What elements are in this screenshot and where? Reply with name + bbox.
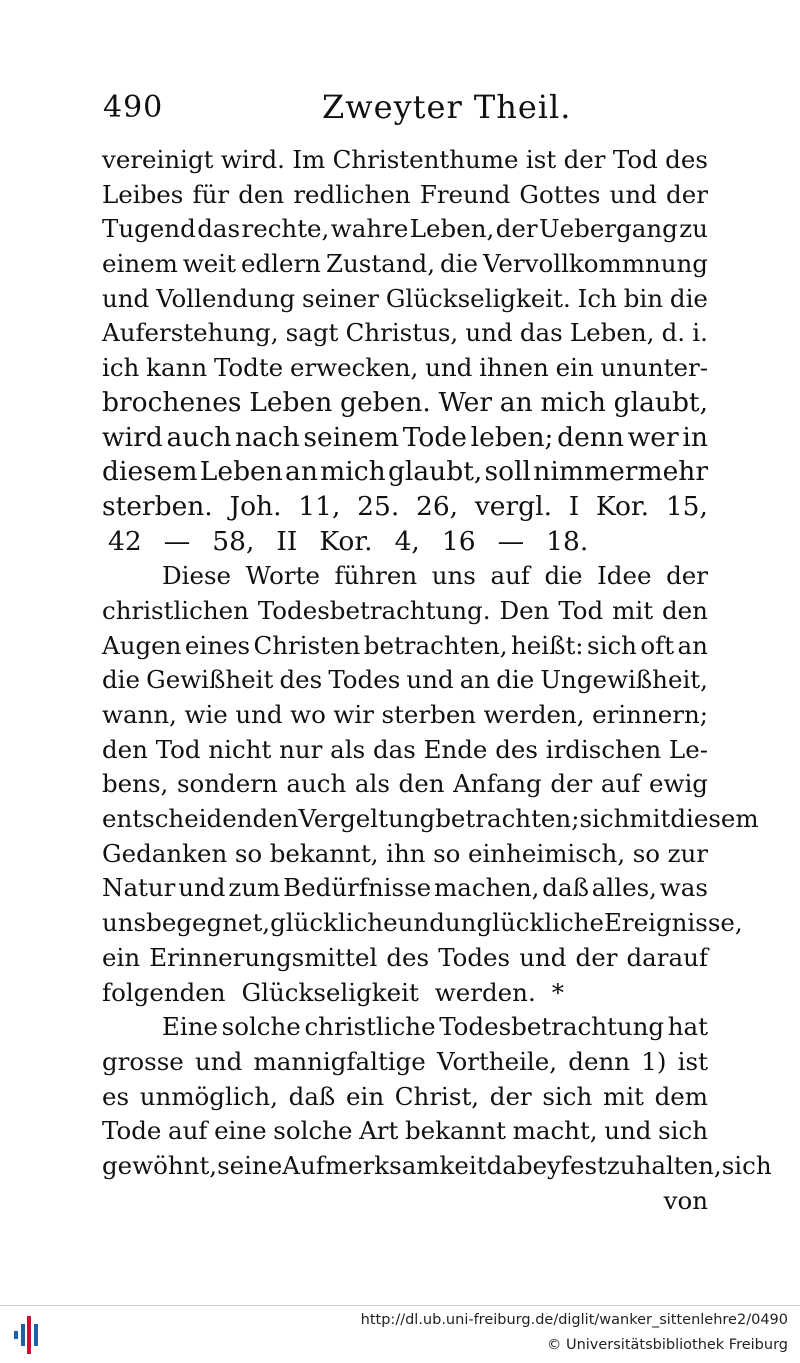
word: entscheidenden — [102, 804, 299, 834]
word: und — [102, 283, 150, 313]
word: Art — [359, 1116, 399, 1146]
word: Tod — [612, 145, 658, 174]
word: sich — [587, 630, 637, 660]
word: Wer — [438, 386, 493, 418]
text-line — [102, 698, 708, 733]
word: — — [163, 525, 191, 557]
word: wahre — [330, 214, 409, 244]
word: der — [489, 1081, 532, 1111]
word: Ereignisse, — [604, 908, 743, 938]
word: sich — [542, 1081, 593, 1111]
word: und — [178, 873, 226, 903]
word: Vervollkommnung — [482, 249, 708, 279]
word: die — [102, 665, 141, 695]
word: sondern — [176, 769, 278, 799]
word: ewig — [648, 769, 708, 799]
word: denn — [568, 1046, 631, 1076]
word: Idee — [597, 561, 652, 591]
word: I — [568, 490, 580, 522]
word: der — [550, 769, 593, 799]
word: II — [276, 525, 298, 557]
word: nicht — [208, 734, 272, 764]
word: brochenes — [102, 386, 242, 418]
text-line — [102, 906, 743, 941]
word: Tugend — [102, 214, 196, 244]
word: nur — [279, 734, 323, 764]
word: wie — [184, 700, 228, 729]
word: christlichen — [102, 595, 249, 625]
word: Tod — [155, 734, 201, 764]
copyright-notice: © Universitätsbibliothek Freiburg — [546, 1337, 788, 1353]
word: Ungewißheit, — [540, 665, 708, 695]
word: sich — [579, 804, 630, 834]
word: Augen — [102, 630, 182, 660]
word: mich — [320, 456, 386, 488]
word: 58, — [212, 525, 255, 557]
word: einem — [102, 249, 178, 279]
word: auch — [166, 421, 232, 453]
word: uns — [102, 908, 147, 938]
word: nach — [234, 421, 300, 453]
word: kann — [146, 353, 208, 383]
word: Im — [292, 145, 326, 174]
word: zu — [679, 214, 708, 244]
word: d. — [661, 318, 686, 348]
word: edlern — [240, 249, 321, 279]
word: vergl. — [474, 490, 552, 522]
word: irdischen — [545, 734, 662, 764]
word: Auferstehung, — [102, 318, 279, 348]
word: Gedanken — [102, 838, 228, 868]
word: eine — [214, 1116, 267, 1146]
word: einheimisch, — [467, 838, 626, 868]
word: Aufmerksamkeit — [282, 1150, 487, 1180]
word: sterben. — [102, 490, 213, 522]
word: Christus, — [345, 318, 459, 348]
word: Christenthume — [332, 145, 519, 174]
word: des — [665, 145, 708, 174]
word: der — [563, 145, 606, 174]
word: folgenden — [102, 977, 226, 1007]
text-line — [102, 941, 708, 976]
word: Kor. — [319, 525, 373, 557]
word: sagt — [285, 318, 339, 348]
word: weit — [182, 249, 236, 279]
word: Tode — [102, 1116, 162, 1146]
word: Tod — [558, 595, 604, 625]
word: Glückseligkeit. — [385, 283, 571, 313]
word: und — [425, 353, 473, 383]
word: der — [666, 561, 708, 591]
word: als — [330, 734, 366, 764]
word: und — [235, 700, 283, 729]
word: des — [495, 734, 538, 764]
word: wird — [102, 421, 163, 453]
word: gewöhnt, — [102, 1150, 218, 1180]
word: soll — [484, 456, 532, 488]
word: Christen — [253, 630, 361, 660]
text-line — [102, 351, 708, 386]
word: seiner — [302, 283, 379, 313]
word: auf — [167, 1116, 208, 1146]
word: auch — [286, 769, 347, 799]
word: daß — [542, 873, 589, 903]
word: Den — [499, 595, 550, 625]
word: erinnern; — [592, 700, 708, 729]
word: wir — [333, 700, 374, 729]
word: so — [433, 838, 461, 868]
word: an — [677, 630, 708, 660]
word: Uebergang — [539, 214, 678, 244]
word: Todte — [213, 353, 284, 383]
word: sich — [658, 1116, 708, 1146]
word: des — [386, 942, 430, 972]
word: von — [663, 1185, 708, 1215]
word: machen, — [434, 873, 540, 903]
word: rechte, — [241, 214, 330, 244]
text-line — [102, 282, 708, 317]
word: 16 — [441, 525, 476, 557]
word: Gewißheit — [146, 665, 274, 695]
word: Ich — [577, 283, 617, 313]
word: seinem — [303, 421, 400, 453]
word: festzuhalten, — [560, 1150, 722, 1180]
word: geben. — [340, 386, 431, 418]
word: bekannt — [404, 1116, 506, 1146]
source-url-link[interactable]: http://dl.ub.uni-freiburg.de/diglit/wanker_sittenlehre2/0490 — [360, 1312, 788, 1328]
word: diesem — [670, 804, 759, 834]
word: — — [497, 525, 525, 557]
word: Freund — [419, 179, 511, 209]
word: ein — [102, 942, 141, 972]
word: auf — [600, 769, 641, 799]
word: und — [397, 908, 445, 938]
word: bens, — [102, 769, 169, 799]
word: führen — [334, 561, 418, 591]
word: das — [197, 214, 241, 244]
word: alles, — [591, 873, 657, 903]
word: wer — [627, 421, 679, 453]
text-line — [102, 1184, 708, 1219]
word: zum — [228, 873, 281, 903]
word: bekannt, — [269, 838, 379, 868]
word: Christ, — [394, 1081, 480, 1111]
text-line — [102, 421, 708, 456]
word: betrachten, — [363, 630, 508, 660]
word: mich — [540, 386, 606, 418]
word: den — [398, 769, 445, 799]
word: an — [459, 665, 491, 695]
word: ich — [102, 353, 140, 383]
text-line — [102, 559, 708, 594]
word: des — [279, 665, 323, 695]
text-line — [102, 871, 708, 906]
word: werden. — [434, 977, 536, 1007]
word: grosse — [102, 1046, 184, 1076]
text-line — [102, 1045, 708, 1080]
text-line — [102, 976, 708, 1011]
word: 4, — [394, 525, 420, 557]
word: und — [609, 179, 657, 209]
word: Todesbetrachtung. — [257, 595, 491, 625]
word: * — [551, 977, 564, 1007]
body-text — [102, 143, 772, 1218]
word: solche — [273, 1116, 353, 1146]
word: nimmermehr — [533, 456, 708, 488]
word: Todes — [328, 665, 401, 695]
word: ist — [525, 145, 557, 174]
word: die — [669, 283, 708, 313]
word: unmöglich, — [139, 1081, 278, 1111]
word: vereinigt — [102, 145, 214, 174]
text-line — [102, 316, 708, 351]
text-line — [102, 525, 708, 560]
word: Bedürfnisse — [283, 873, 432, 903]
text-line — [102, 802, 759, 837]
word: der — [575, 942, 618, 972]
word: wo — [290, 700, 326, 729]
word: macht, — [512, 1116, 598, 1146]
word: den — [238, 179, 285, 209]
word: 1) — [641, 1046, 667, 1076]
word: die — [496, 665, 535, 695]
word: das — [372, 734, 416, 764]
word: 25. — [357, 490, 400, 522]
ub-freiburg-logo-icon — [14, 1316, 42, 1354]
word: glaubt, — [613, 386, 708, 418]
word: die — [544, 561, 583, 591]
word: erwecken, — [289, 353, 419, 383]
text-line — [102, 1080, 708, 1115]
word: dem — [654, 1081, 708, 1111]
word: und — [604, 1116, 652, 1146]
word: und — [465, 318, 513, 348]
word: der — [495, 214, 538, 244]
text-line — [102, 386, 708, 421]
word: bin — [623, 283, 664, 313]
word: 11, — [298, 490, 341, 522]
word: leben; — [470, 421, 554, 453]
word: seine — [217, 1150, 283, 1180]
word: i. — [692, 318, 708, 348]
word: Vortheile, — [437, 1046, 558, 1076]
word: 18. — [546, 525, 589, 557]
word: Eine — [162, 1012, 218, 1042]
word: 26, — [415, 490, 459, 522]
word: den — [662, 595, 708, 625]
word: Gottes — [519, 179, 601, 209]
text-line — [102, 490, 708, 525]
text-line — [102, 767, 708, 802]
word: Leben — [249, 386, 333, 418]
word: und — [519, 942, 567, 972]
word: und — [195, 1046, 243, 1076]
word: Leben — [199, 456, 283, 488]
word: und — [406, 665, 454, 695]
word: glückliche — [270, 908, 398, 938]
page-header — [0, 80, 800, 130]
word: Natur — [102, 873, 176, 903]
word: wann, — [102, 700, 177, 729]
word: sich — [721, 1150, 772, 1180]
word: Todes — [438, 942, 511, 972]
text-line — [102, 455, 708, 490]
word: was — [659, 873, 708, 903]
page-number: 490 — [103, 90, 164, 125]
word: ihnen — [479, 353, 549, 383]
word: hat — [667, 1012, 708, 1042]
word: Diese — [162, 561, 232, 591]
word: mit — [602, 1081, 644, 1111]
word: so — [234, 838, 263, 868]
word: auf — [490, 561, 530, 591]
text-line — [102, 1010, 708, 1045]
word: Todesbetrachtung — [439, 1012, 665, 1042]
word: 15, — [665, 490, 708, 522]
word: unglückliche — [444, 908, 605, 938]
text-line — [102, 733, 708, 768]
word: diesem — [102, 456, 198, 488]
text-line — [102, 178, 708, 213]
word: 42 — [108, 525, 142, 557]
word: Kor. — [595, 490, 650, 522]
word: ein — [345, 1081, 385, 1111]
word: so — [632, 838, 661, 868]
word: daß — [288, 1081, 336, 1111]
word: redlichen — [293, 179, 411, 209]
word: heißt: — [510, 630, 584, 660]
word: mannigfaltige — [253, 1046, 426, 1076]
word: Erinnerungsmittel — [149, 942, 378, 972]
word: betrachten; — [435, 804, 580, 834]
word: mit — [629, 804, 671, 834]
word: mit — [612, 595, 654, 625]
word: Joh. — [229, 490, 282, 522]
text-line — [102, 629, 708, 664]
word: glaubt, — [387, 456, 483, 488]
word: an — [499, 386, 533, 418]
word: Leben, — [409, 214, 495, 244]
text-line — [102, 1149, 772, 1184]
word: ist — [677, 1046, 708, 1076]
word: für — [192, 179, 230, 209]
word: wird. — [220, 145, 285, 174]
word: der — [666, 179, 708, 209]
word: Le- — [668, 734, 708, 764]
word: Anfang — [453, 769, 542, 799]
text-line — [102, 837, 708, 872]
word: Leibes — [102, 179, 184, 209]
word: die — [439, 249, 479, 279]
word: sterben — [381, 700, 477, 729]
word: in — [682, 421, 708, 453]
text-line — [102, 247, 708, 282]
running-title: Zweyter Theil. — [322, 88, 572, 126]
word: Tode — [402, 421, 467, 453]
word: Vergeltung — [298, 804, 436, 834]
word: den — [102, 734, 148, 764]
text-line — [102, 594, 708, 629]
word: eines — [184, 630, 251, 660]
text-line — [102, 663, 708, 698]
word: Leben, — [569, 318, 655, 348]
text-line — [102, 1114, 708, 1149]
word: es — [102, 1081, 130, 1111]
word: solche — [221, 1012, 301, 1042]
word: das — [519, 318, 563, 348]
word: darauf — [626, 942, 708, 972]
word: Ende — [423, 734, 488, 764]
word: ihn — [386, 838, 426, 868]
word: als — [354, 769, 390, 799]
word: oft — [640, 630, 675, 660]
word: Glückseligkeit — [241, 977, 419, 1007]
word: christliche — [304, 1012, 436, 1042]
text-line — [102, 212, 708, 247]
text-line — [102, 143, 708, 178]
word: Vollendung — [156, 283, 296, 313]
word: ununter- — [600, 353, 708, 383]
word: an — [285, 456, 318, 488]
viewer-footer — [0, 1305, 800, 1363]
word: uns — [431, 561, 476, 591]
word: werden, — [483, 700, 585, 729]
word: zur — [667, 838, 708, 868]
word: dabey — [486, 1150, 561, 1180]
word: ein — [555, 353, 594, 383]
word: begegnet, — [146, 908, 271, 938]
word: Worte — [245, 561, 320, 591]
word: Zustand, — [325, 249, 436, 279]
word: denn — [557, 421, 624, 453]
